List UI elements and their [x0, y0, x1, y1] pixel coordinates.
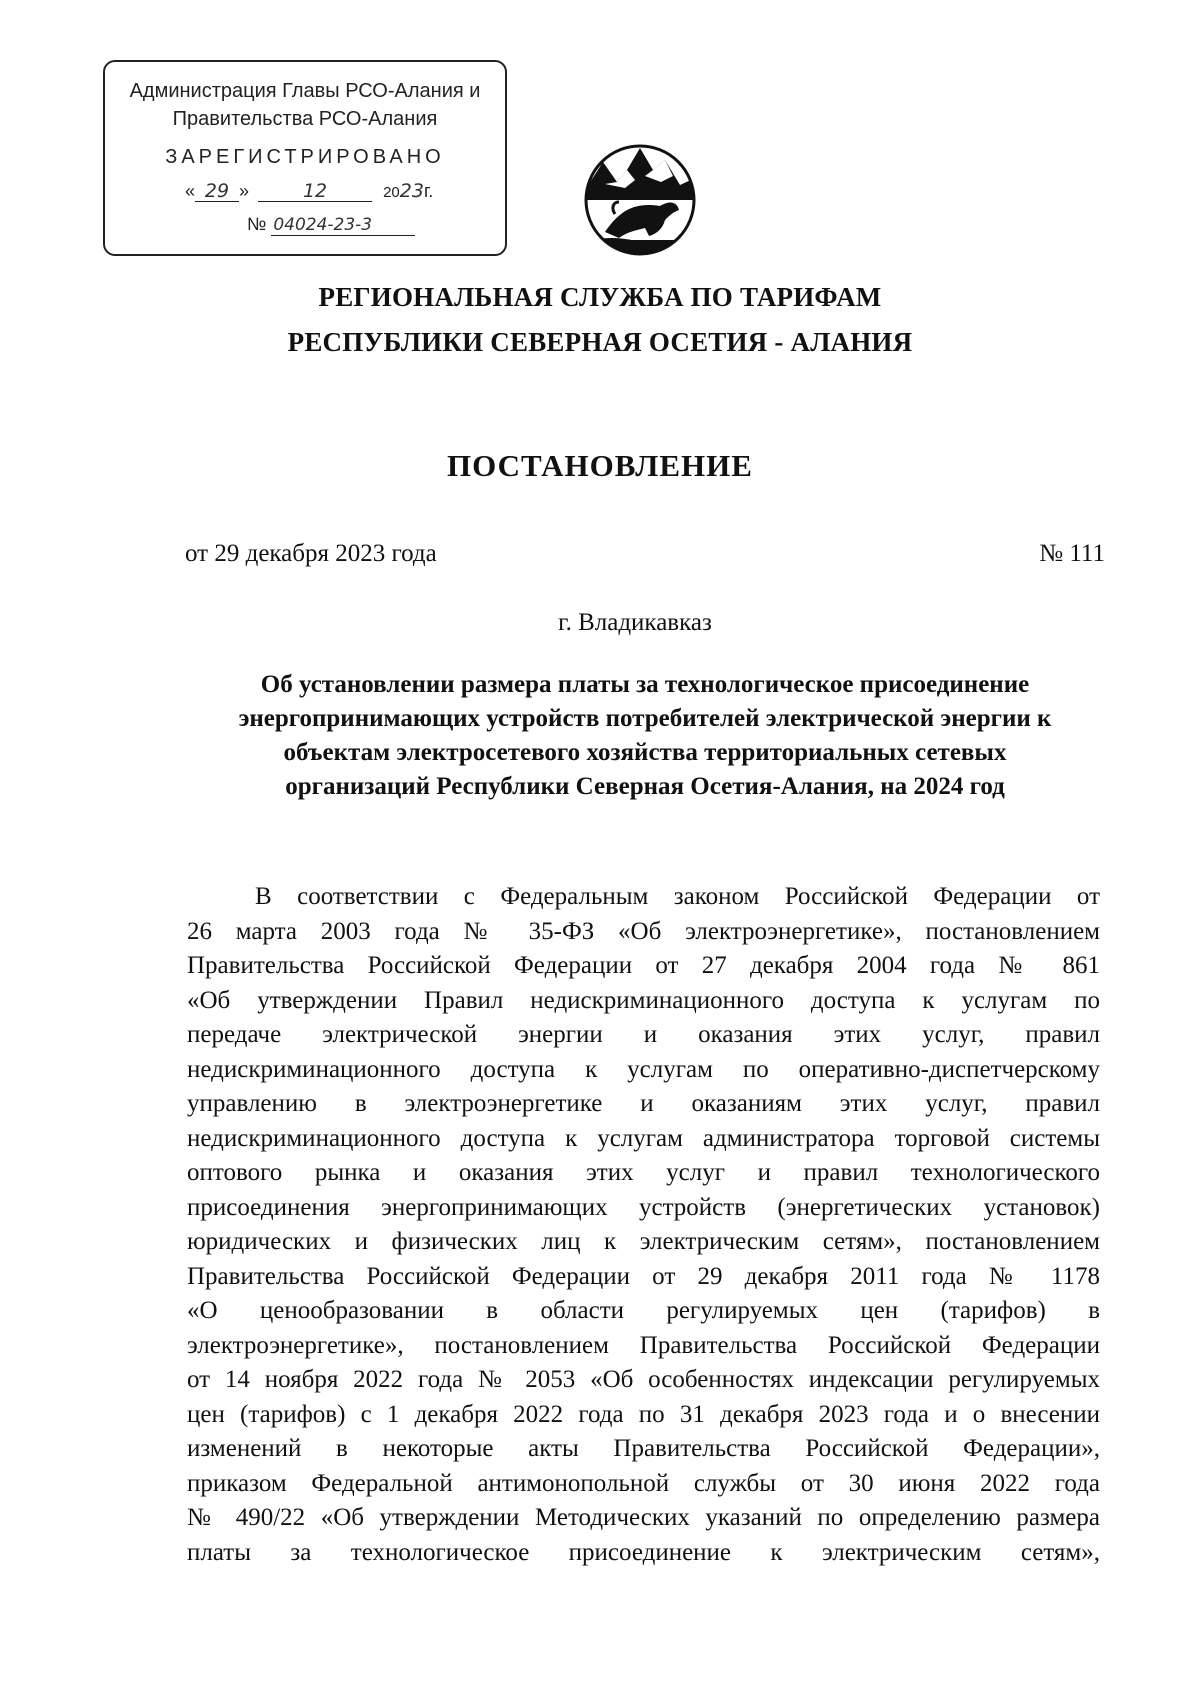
- stamp-line2: Правительства РСО-Алания: [172, 108, 438, 130]
- body-line: 26 марта 2003 года № 35-ФЗ «Об электроэнергетике», постановлением: [187, 917, 1100, 945]
- body-line: Правительства Российской Федерации от 27 декабря 2004 года № 861: [187, 952, 1100, 979]
- subject-line: объектам электросетевого хозяйства территориальных сетевых: [283, 739, 1007, 766]
- body-line: Правительства Российской Федерации от 29 декабря 2011 года № 1178: [187, 1262, 1100, 1290]
- subject-line: организаций Республики Северная Осетия-Алания, на 2024 год: [285, 773, 1005, 800]
- org-name-line1: РЕГИОНАЛЬНАЯ СЛУЖБА ПО ТАРИФАМ: [318, 282, 882, 312]
- stamp-number: [247, 214, 415, 236]
- stamp-date-year: 23: [399, 180, 424, 202]
- subject-line: Об установлении размера платы за технологическое присоединение: [260, 671, 1030, 698]
- registration-stamp: [103, 60, 507, 256]
- document-subject: [170, 668, 1120, 804]
- body-line: юридических и физических лиц к электрическим сетям», постановлением: [187, 1228, 1100, 1255]
- subject-line: энергопринимающих устройств потребителей электрической энергии к: [238, 705, 1052, 732]
- body-line: от 14 ноября 2022 года № 2053 «Об особенностях индексации регулируемых: [187, 1366, 1100, 1393]
- body-line: присоединения энергопринимающих устройств (энергетических установок): [187, 1193, 1100, 1221]
- body-line: «Об утверждении Правил недискриминационного доступа к услугам по: [187, 986, 1100, 1014]
- body-line: № 490/22 «Об утверждении Методических указаний по определению размера: [187, 1504, 1100, 1531]
- stamp-registered: ЗАРЕГИСТРИРОВАНО: [165, 146, 445, 168]
- body-line: электроэнергетике», постановлением Правительства Российской Федерации: [187, 1331, 1100, 1359]
- stamp-date-month: 12: [258, 181, 372, 202]
- stamp-date: « 29 » 12 2023г.: [185, 180, 434, 202]
- body-line: «О ценообразовании в области регулируемых цен (тарифов) в: [187, 1297, 1100, 1324]
- stamp-number-label: №: [247, 214, 267, 234]
- stamp-date-day: 29: [195, 181, 239, 202]
- document-number: № 111: [1039, 540, 1105, 567]
- stamp-line1: Администрация Главы РСО-Алания и: [129, 80, 481, 102]
- document-city: г. Владикавказ: [558, 609, 712, 636]
- body-line: цен (тарифов) с 1 декабря 2022 года по 31 декабря 2023 года и о внесении: [187, 1400, 1100, 1428]
- body-line: приказом Федеральной антимонопольной службы от 30 июня 2022 года: [187, 1469, 1100, 1497]
- document-date: от 29 декабря 2023 года: [185, 540, 437, 567]
- org-name-line2: РЕСПУБЛИКИ СЕВЕРНАЯ ОСЕТИЯ - АЛАНИЯ: [287, 327, 913, 357]
- body-line: платы за технологическое присоединение к электрическим сетям»,: [187, 1538, 1100, 1566]
- body-line: изменений в некоторые акты Правительства Российской Федерации»,: [187, 1435, 1100, 1462]
- stamp-date-suffix: г.: [423, 181, 434, 201]
- stamp-date-year-prefix: 20: [383, 184, 400, 201]
- document-type-title: ПОСТАНОВЛЕНИЕ: [447, 448, 753, 483]
- body-line: оптового рынка и оказания этих услуг и правил технологического: [187, 1159, 1100, 1186]
- coat-of-arms-emblem: [565, 140, 715, 258]
- body-line: недискриминационного доступа к услугам администратора торговой системы: [187, 1124, 1100, 1152]
- body-line: недискриминационного доступа к услугам по оперативно-диспетчерскому: [187, 1055, 1100, 1083]
- body-line: В соответствии с Федеральным законом Российской Федерации от: [255, 883, 1100, 910]
- body-line: передаче электрической энергии и оказания этих услуг, правил: [187, 1021, 1100, 1048]
- stamp-number-value: 04024-23-3: [271, 215, 415, 236]
- body-line: управлению в электроэнергетике и оказаниям этих услуг, правил: [187, 1090, 1100, 1117]
- document-body: [187, 880, 1100, 1570]
